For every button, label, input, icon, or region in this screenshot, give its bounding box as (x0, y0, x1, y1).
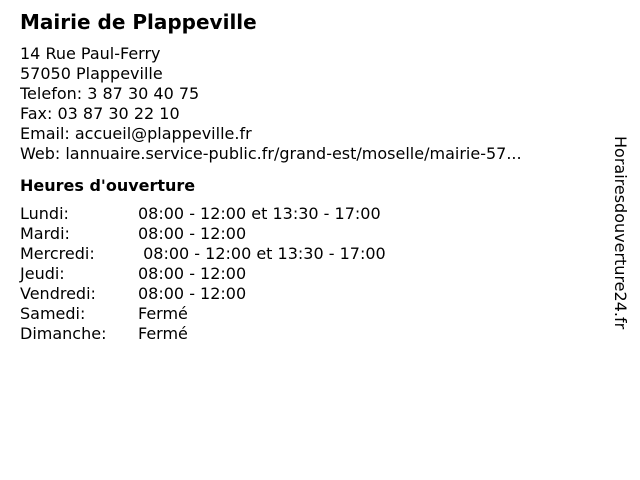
day-label: Vendredi: (20, 284, 96, 303)
day-label: Lundi: (20, 204, 69, 223)
day-hours: 08:00 - 12:00 et 13:30 - 17:00 (138, 244, 386, 263)
hours-row-dimanche (20, 324, 600, 344)
day-hours: 08:00 - 12:00 (138, 264, 247, 283)
website-link[interactable]: Web: lannuaire.service-public.fr/grand-est/moselle/mairie-57... (20, 144, 522, 163)
business-card (20, 8, 600, 344)
day-hours: Fermé (138, 324, 188, 343)
email-address: Email: accueil@plappeville.fr (20, 124, 252, 143)
day-hours: Fermé (138, 304, 188, 323)
page-title: Mairie de Plappeville (20, 10, 257, 34)
hours-row-mercredi (20, 244, 600, 264)
hours-row-jeudi (20, 264, 600, 284)
day-label: Dimanche: (20, 324, 107, 343)
hours-row-vendredi (20, 284, 600, 304)
hours-row-lundi (20, 204, 600, 224)
city-address: 57050 Plappeville (20, 64, 163, 83)
hours-row-samedi (20, 304, 600, 324)
day-hours: 08:00 - 12:00 (138, 284, 247, 303)
opening-hours-table (20, 204, 600, 344)
day-label: Samedi: (20, 304, 86, 323)
day-label: Mercredi: (20, 244, 95, 263)
phone-number: Telefon: 3 87 30 40 75 (20, 84, 200, 103)
day-label: Mardi: (20, 224, 70, 243)
hours-row-mardi (20, 224, 600, 244)
day-hours: 08:00 - 12:00 (138, 224, 247, 243)
day-label: Jeudi: (20, 264, 65, 283)
opening-hours-heading: Heures d'ouverture (20, 176, 196, 195)
day-hours: 08:00 - 12:00 et 13:30 - 17:00 (138, 204, 381, 223)
address-block (20, 44, 600, 164)
site-watermark: Horairesdouverture24.fr (611, 136, 630, 330)
fax-number: Fax: 03 87 30 22 10 (20, 104, 180, 123)
street-address: 14 Rue Paul-Ferry (20, 44, 161, 63)
